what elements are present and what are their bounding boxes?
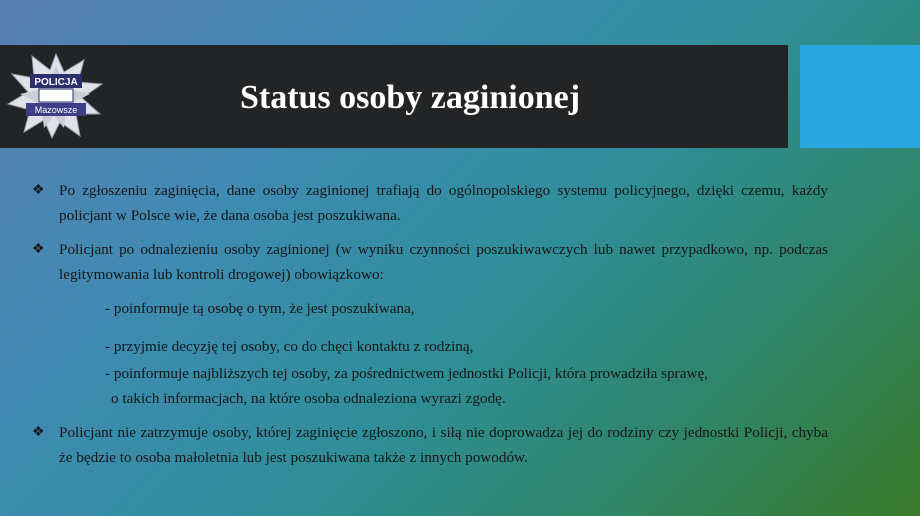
sub-item-continuation: o takich informacjach, na które osoba odnaleziona wyrazi zgodę. [111,390,506,407]
bullet-text: Policjant po odnalezieniu osoby zaginionej (w wyniku czynności poszukiwawczych lub nawet przypadkowo, np. podczas legitymowania lub kontroli drogowej) obowiązkowo: [59,241,828,283]
list-item [32,237,828,287]
list-item [32,178,828,228]
sub-item-text: - poinformuje najbliższych tej osoby, za pośrednictwem jednostki Policji, która prowadziła sprawę, [105,365,708,382]
sub-list-item: - przyjmie decyzję tej osoby, co do chęci kontaktu z rodziną, [105,338,474,355]
sub-list-item: - poinformuje tą osobę o tym, że jest poszukiwana, [105,300,415,317]
bullet-text: Policjant nie zatrzymuje osoby, której zaginięcie zgłoszono, i siłą nie doprowadza jej do rodziny czy jednostki Policji, chyba że będzie to osoba małoletnia lub jest poszukiwana także z innych powodów. [59,424,828,466]
bullet-text: Po zgłoszeniu zaginięcia, dane osoby zaginionej trafiają do ogólnopolskiego systemu policyjnego, dzięki czemu, każdy policjant w Polsce wie, że dana osoba jest poszukiwana. [59,182,828,224]
list-item [32,420,828,470]
police-star-icon [6,52,106,140]
logo-text-top: POLICJA [34,77,78,88]
slide-content [32,178,828,479]
diamond-bullet-icon: ❖ [32,242,45,257]
diamond-bullet-icon: ❖ [32,425,45,440]
accent-box [800,45,920,148]
sub-list-item [105,361,828,411]
page-title: Status osoby zaginionej [239,79,581,116]
logo-text-bottom: Mazowsze [34,105,78,115]
diamond-bullet-icon: ❖ [32,183,45,198]
